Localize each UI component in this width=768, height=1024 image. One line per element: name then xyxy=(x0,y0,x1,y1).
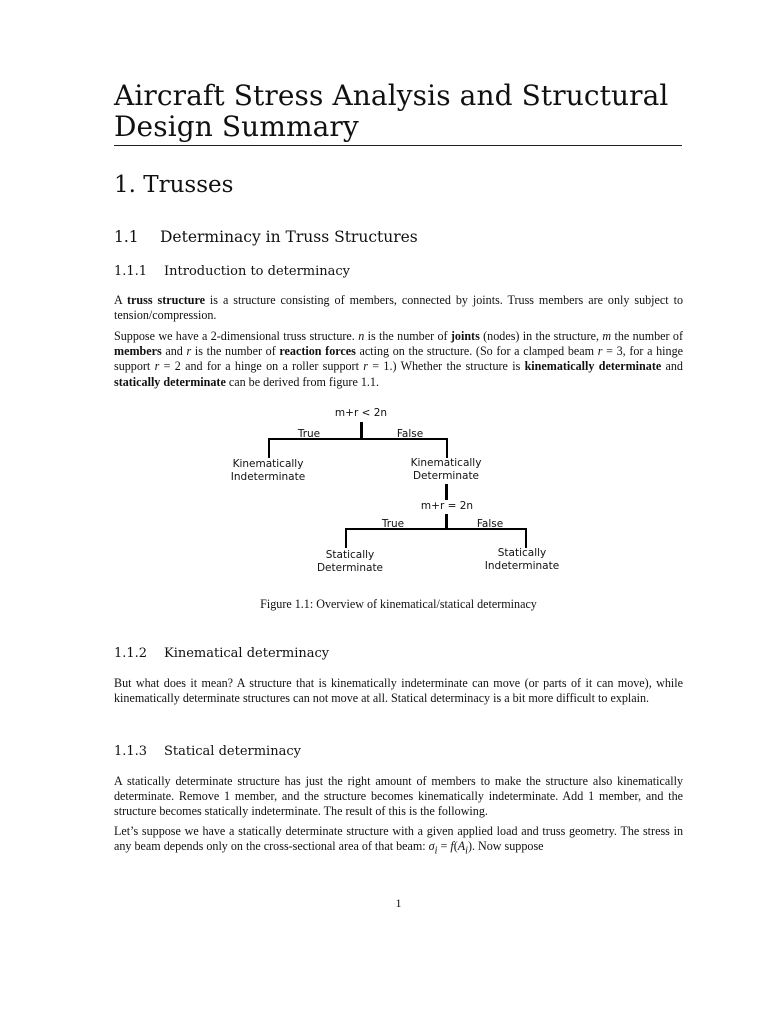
text: is the number of xyxy=(191,344,280,359)
root-false-label: False xyxy=(396,428,424,440)
subsection-title: Determinacy in Truss Structures xyxy=(160,228,418,246)
term-joints: joints xyxy=(450,329,480,343)
text: acting on the structure. (So for a clamped beam xyxy=(355,344,598,359)
var-r: r xyxy=(154,359,160,374)
text: = 2 and for a hinge on a roller support xyxy=(159,359,364,374)
term-truss-structure: truss structure xyxy=(127,293,205,307)
subsubsection-heading-intro xyxy=(114,264,350,279)
text: the number of xyxy=(611,329,683,343)
paragraph-statical-determinacy: A statically determinate structure has just the right amount of members to make the structure also kinematically determinate. Remove 1 member, and the structure becomes kinematically indeterminate. Add 1 member, and the structure becomes statically indeterminate. The result of this is the following. xyxy=(114,774,683,819)
var-r: r xyxy=(597,344,603,359)
node-line-2: Determinate xyxy=(412,470,480,482)
node-line-2: Determinate xyxy=(316,562,384,574)
subsubsection-title: Introduction to determinacy xyxy=(164,264,351,279)
text: is the number of xyxy=(364,329,451,343)
second-false-label: False xyxy=(476,518,504,530)
second-false-drop xyxy=(525,528,527,548)
subsubsection-heading-kinematical xyxy=(114,646,329,661)
page-number: 1 xyxy=(395,896,402,910)
root-true-drop xyxy=(268,438,270,458)
var-n: n xyxy=(358,329,365,343)
text: Let’s suppose we have a statically determinate structure with a given applied load and truss geometry. The stress in any beam depends only on the cross-sectional area of that beam: xyxy=(114,824,683,854)
section-number: 1. xyxy=(114,172,136,198)
formula-function: f xyxy=(450,839,454,854)
text: . Now suppose xyxy=(471,839,544,854)
var-m: m xyxy=(602,329,612,343)
paragraph-truss-definition xyxy=(114,293,683,323)
title-rule xyxy=(114,145,682,146)
root-condition-label: m+r < 2n xyxy=(334,407,388,419)
node-line-1: Kinematically xyxy=(232,458,304,470)
kinematically-determinate-node xyxy=(396,457,496,483)
var-r: r xyxy=(186,344,192,359)
term-statically-determinate: statically determinate xyxy=(114,374,226,389)
var-r: r xyxy=(363,359,368,374)
subsubsection-title: Statical determinacy xyxy=(164,744,301,759)
section-title: Trusses xyxy=(143,172,234,198)
text: Suppose we have a 2-dimensional truss structure. xyxy=(114,329,359,343)
subsubsection-heading-statical xyxy=(114,744,301,759)
text: is a structure consisting of members, connected by joints. Truss members are only subject to tension/compression. xyxy=(114,293,683,323)
paragraph-stress-dependence xyxy=(114,824,683,859)
node-line-2: Indeterminate xyxy=(230,471,306,483)
second-condition-label: m+r = 2n xyxy=(420,500,474,512)
determinacy-decision-tree xyxy=(220,404,570,579)
text: A xyxy=(114,293,128,307)
section-heading-trusses xyxy=(114,172,233,198)
formula-equals: = xyxy=(437,839,451,854)
formula-sigma: σ xyxy=(428,839,435,854)
text: = 1.) Whether the structure is xyxy=(367,359,525,374)
subsubsection-title: Kinematical determinacy xyxy=(164,646,330,661)
paragraph-truss-variables xyxy=(114,329,683,390)
formula-paren: ) xyxy=(467,839,472,854)
node-line-1: Statically xyxy=(325,549,375,561)
paragraph-kinematical-determinacy: But what does it mean? A structure that is kinematically indeterminate can move (or parts of it can move), while kinematically determinate structures can not move at all. Statical determinacy is a bit more difficult to explain. xyxy=(114,676,683,706)
document-title: Aircraft Stress Analysis and Structural Design Summary xyxy=(114,79,669,143)
subsection-heading-determinacy xyxy=(114,228,418,246)
statically-indeterminate-node xyxy=(472,547,572,573)
term-members: members xyxy=(114,344,162,359)
text: and xyxy=(661,359,683,374)
root-true-label: True xyxy=(297,428,321,440)
text: = 3, for a hinge support xyxy=(114,344,683,374)
text: can be derived from figure 1.1. xyxy=(225,374,379,389)
subsection-number: 1.1 xyxy=(114,228,139,246)
kinematically-indeterminate-node xyxy=(218,458,318,484)
subsubsection-number: 1.1.3 xyxy=(114,744,148,759)
node-line-2: Indeterminate xyxy=(484,560,560,572)
root-false-drop xyxy=(446,438,448,458)
formula-subscript: i xyxy=(434,845,438,857)
node-line-1: Statically xyxy=(497,547,547,559)
second-true-label: True xyxy=(381,518,405,530)
formula-subscript: i xyxy=(465,845,468,857)
second-stem-upper xyxy=(445,484,448,500)
statically-determinate-node xyxy=(300,549,400,575)
term-reaction-forces: reaction forces xyxy=(279,344,356,359)
formula-paren: ( xyxy=(453,839,458,854)
second-true-drop xyxy=(345,528,347,548)
figure-caption: Figure 1.1: Overview of kinematical/statical determinacy xyxy=(260,597,537,611)
formula-area: A xyxy=(457,839,466,854)
text: (nodes) in the structure, xyxy=(479,329,603,343)
term-kinematically-determinate: kinematically determinate xyxy=(524,359,662,374)
subsubsection-number: 1.1.2 xyxy=(114,646,148,661)
subsubsection-number: 1.1.1 xyxy=(114,264,148,279)
node-line-1: Kinematically xyxy=(410,457,482,469)
text: and xyxy=(161,344,187,359)
